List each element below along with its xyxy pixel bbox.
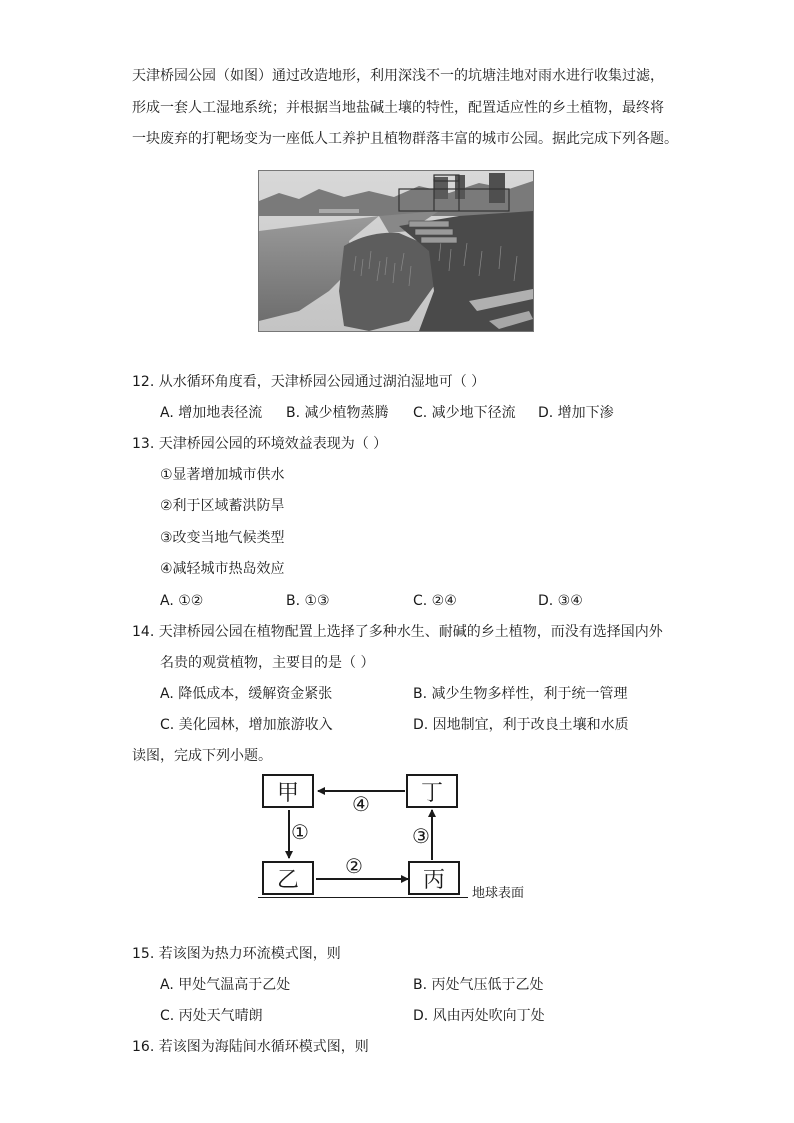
- q14-option-c[interactable]: C. 美化园林，增加旅游收入: [160, 717, 333, 733]
- question-14-stem-line-1: 14. 天津桥园公园在植物配置上选择了多种水生、耐碱的乡土植物，而没有选择国内外: [132, 624, 663, 640]
- q15-option-a[interactable]: A. 甲处气温高于乙处: [160, 977, 291, 993]
- q13-item-3: ③改变当地气候类型: [160, 530, 285, 546]
- question-13-stem: 13. 天津桥园公园的环境效益表现为（ ）: [132, 436, 388, 452]
- q14-option-d[interactable]: D. 因地制宜，利于改良土壤和水质: [413, 717, 629, 733]
- q13-item-2: ②利于区域蓄洪防旱: [160, 498, 285, 514]
- question-14-stem-line-2: 名贵的观赏植物，主要目的是（ ）: [160, 655, 375, 671]
- q15-option-b[interactable]: B. 丙处气压低于乙处: [413, 977, 544, 993]
- q13-option-a[interactable]: A. ①②: [160, 593, 204, 609]
- q15-option-c[interactable]: C. 丙处天气晴朗: [160, 1008, 263, 1024]
- question-12-stem: 12. 从水循环角度看，天津桥园公园通过湖泊湿地可（ ）: [132, 374, 486, 390]
- q12-option-a[interactable]: A. 增加地表径流: [160, 405, 263, 421]
- question-15-stem: 15. 若该图为热力环流模式图，则: [132, 946, 341, 962]
- intro-line-2: 形成一套人工湿地系统；并根据当地盐碱土壤的特性，配置适应性的乡土植物，最终将: [132, 100, 664, 116]
- q12-option-d[interactable]: D. 增加下渗: [538, 405, 614, 421]
- label-3: ③: [412, 824, 430, 848]
- ground-surface-label: 地球表面: [472, 886, 525, 901]
- intro-line-1: 天津桥园公园（如图）通过改造地形，利用深浅不一的坑塘洼地对雨水进行收集过滤，: [132, 68, 664, 84]
- box-yi: 乙: [262, 861, 314, 895]
- box-bing: 丙: [408, 861, 460, 895]
- box-ding: 丁: [406, 774, 458, 808]
- ground-surface-line: [258, 897, 468, 898]
- intro-line-3: 一块废弃的打靶场变为一座低人工养护且植物群落丰富的城市公园。据此完成下列各题。: [132, 131, 678, 147]
- label-4: ④: [352, 792, 370, 816]
- q13-option-d[interactable]: D. ③④: [538, 593, 583, 609]
- q15-option-d[interactable]: D. 风由丙处吹向丁处: [413, 1008, 545, 1024]
- q13-item-4: ④减轻城市热岛效应: [160, 561, 285, 577]
- q12-option-b[interactable]: B. 减少植物蒸腾: [286, 405, 389, 421]
- box-jia: 甲: [262, 774, 314, 808]
- q12-option-c[interactable]: C. 减少地下径流: [413, 405, 516, 421]
- question-16-stem: 16. 若该图为海陆间水循环模式图，则: [132, 1039, 369, 1055]
- read-figure-prompt: 读图，完成下列小题。: [132, 748, 272, 764]
- q13-option-c[interactable]: C. ②④: [413, 593, 457, 609]
- label-2: ②: [345, 854, 363, 878]
- q14-option-a[interactable]: A. 降低成本，缓解资金紧张: [160, 686, 333, 702]
- q13-option-b[interactable]: B. ①③: [286, 593, 330, 609]
- label-1: ①: [291, 820, 309, 844]
- q13-item-1: ①显著增加城市供水: [160, 467, 285, 483]
- park-wetland-photo: [258, 170, 534, 332]
- q14-option-b[interactable]: B. 减少生物多样性，利于统一管理: [413, 686, 628, 702]
